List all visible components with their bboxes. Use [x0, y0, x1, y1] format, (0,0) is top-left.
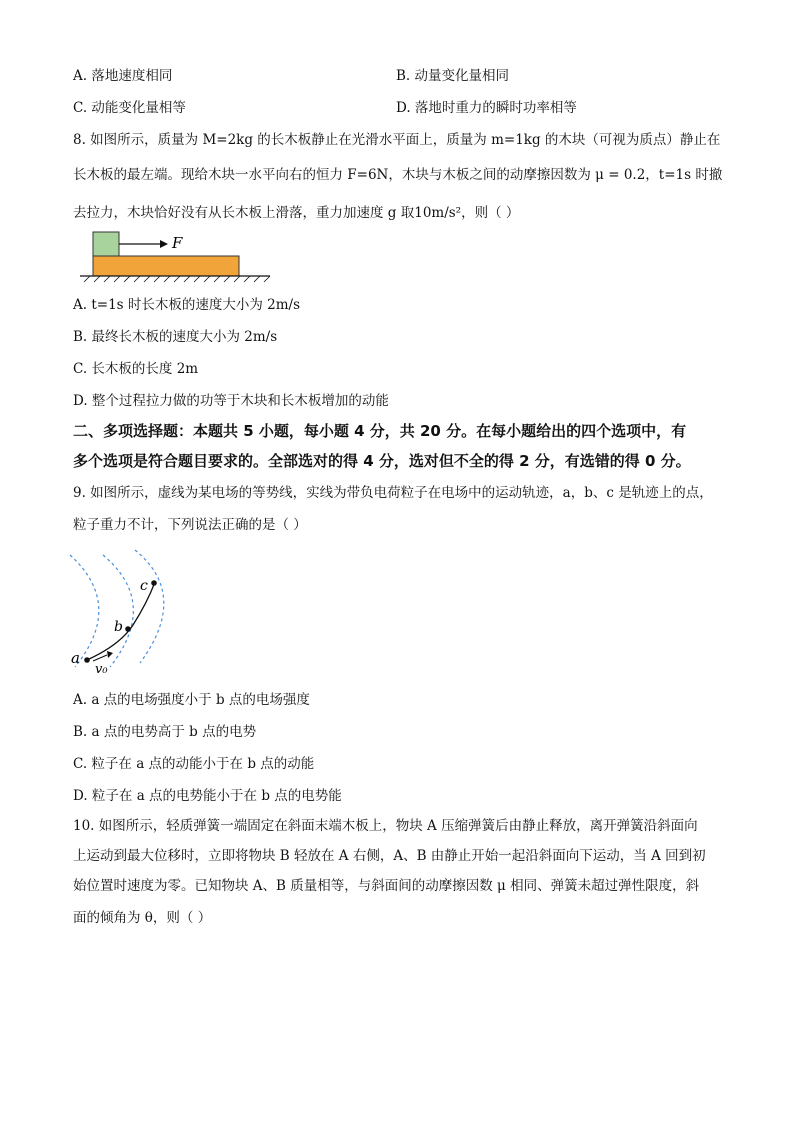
force-label: F [172, 234, 183, 252]
q9-option-d: D. 粒子在 a 点的电势能小于在 b 点的电势能 [73, 788, 342, 804]
board [93, 256, 239, 276]
q10-stem-line3: 始位置时速度为零。已知物块 A、B 质量相等，与斜面间的动摩擦因数 μ 相同、弹簧未超过弹性限度，斜 [73, 878, 700, 894]
point-c [151, 580, 157, 586]
q8-option-a: A. t=1s 时长木板的速度大小为 2m/s [73, 297, 301, 313]
q9-stem-line1: 9. 如图所示，虚线为某电场的等势线，实线为带负电荷粒子在电场中的运动轨迹，a，b、c 是轨迹上的点， [73, 485, 713, 501]
label-c: c [140, 578, 148, 594]
q7-option-d: D. 落地时重力的瞬时功率相等 [396, 100, 577, 116]
q10-stem-line2: 上运动到最大位移时，立即将物块 B 轻放在 A 右侧，A、B 由静止开始一起沿斜面向下运动，当 A 回到初 [73, 848, 706, 864]
q8-option-d: D. 整个过程拉力做的功等于木块和长木板增加的动能 [73, 393, 389, 409]
q7-option-a: A. 落地速度相同 [73, 68, 173, 84]
q8-option-b: B. 最终长木板的速度大小为 2m/s [73, 329, 278, 345]
q8-stem-line1: 8. 如图所示，质量为 M=2kg 的长木板静止在光滑水平面上，质量为 m=1kg 的木块（可视为质点）静止在 [73, 132, 721, 148]
label-b: b [114, 619, 123, 635]
equipotential-line-2 [103, 555, 133, 667]
v0-arrow-head [107, 651, 113, 658]
ground-hatch [84, 276, 270, 282]
q9-option-b: B. a 点的电势高于 b 点的电势 [73, 724, 257, 740]
q9-stem-line2: 粒子重力不计，下列说法正确的是（ ） [73, 517, 307, 533]
q7-option-c: C. 动能变化量相等 [73, 100, 186, 116]
point-b [125, 626, 131, 632]
section2-heading-line1: 二、多项选择题：本题共 5 小题，每小题 4 分，共 20 分。在每小题给出的四个选项中，有 [73, 422, 687, 440]
q9-figure-field [65, 545, 185, 675]
q10-stem-line1: 10. 如图所示，轻质弹簧一端固定在斜面末端木板上，物块 A 压缩弹簧后由静止释放，离开弹簧沿斜面向 [73, 818, 698, 834]
label-a: a [71, 649, 80, 667]
q9-option-c: C. 粒子在 a 点的动能小于在 b 点的动能 [73, 756, 315, 772]
label-v0: v₀ [95, 662, 108, 675]
q8-stem-line2: 长木板的最左端。现给木块一水平向右的恒力 F=6N，木块与木板之间的动摩擦因数为 μ = 0.2，t=1s 时撤 [73, 167, 723, 183]
q10-stem-line4: 面的倾角为 θ，则（ ） [73, 910, 212, 926]
q7-option-b: B. 动量变化量相同 [396, 68, 510, 84]
q8-option-c: C. 长木板的长度 2m [73, 361, 199, 377]
force-arrow-head [160, 240, 168, 248]
equipotential-line-3 [135, 550, 164, 663]
block [93, 232, 119, 256]
point-a [84, 657, 90, 663]
q9-option-a: A. a 点的电场强度小于 b 点的电场强度 [73, 692, 310, 708]
q8-figure-block-board [80, 230, 290, 284]
q8-stem-line3: 去拉力，木块恰好没有从长木板上滑落，重力加速度 g 取10m/s²，则（ ） [73, 205, 520, 221]
section2-heading-line2: 多个选项是符合题目要求的。全部选对的得 4 分，选对但不全的得 2 分，有选错的得 0 分。 [73, 452, 691, 470]
